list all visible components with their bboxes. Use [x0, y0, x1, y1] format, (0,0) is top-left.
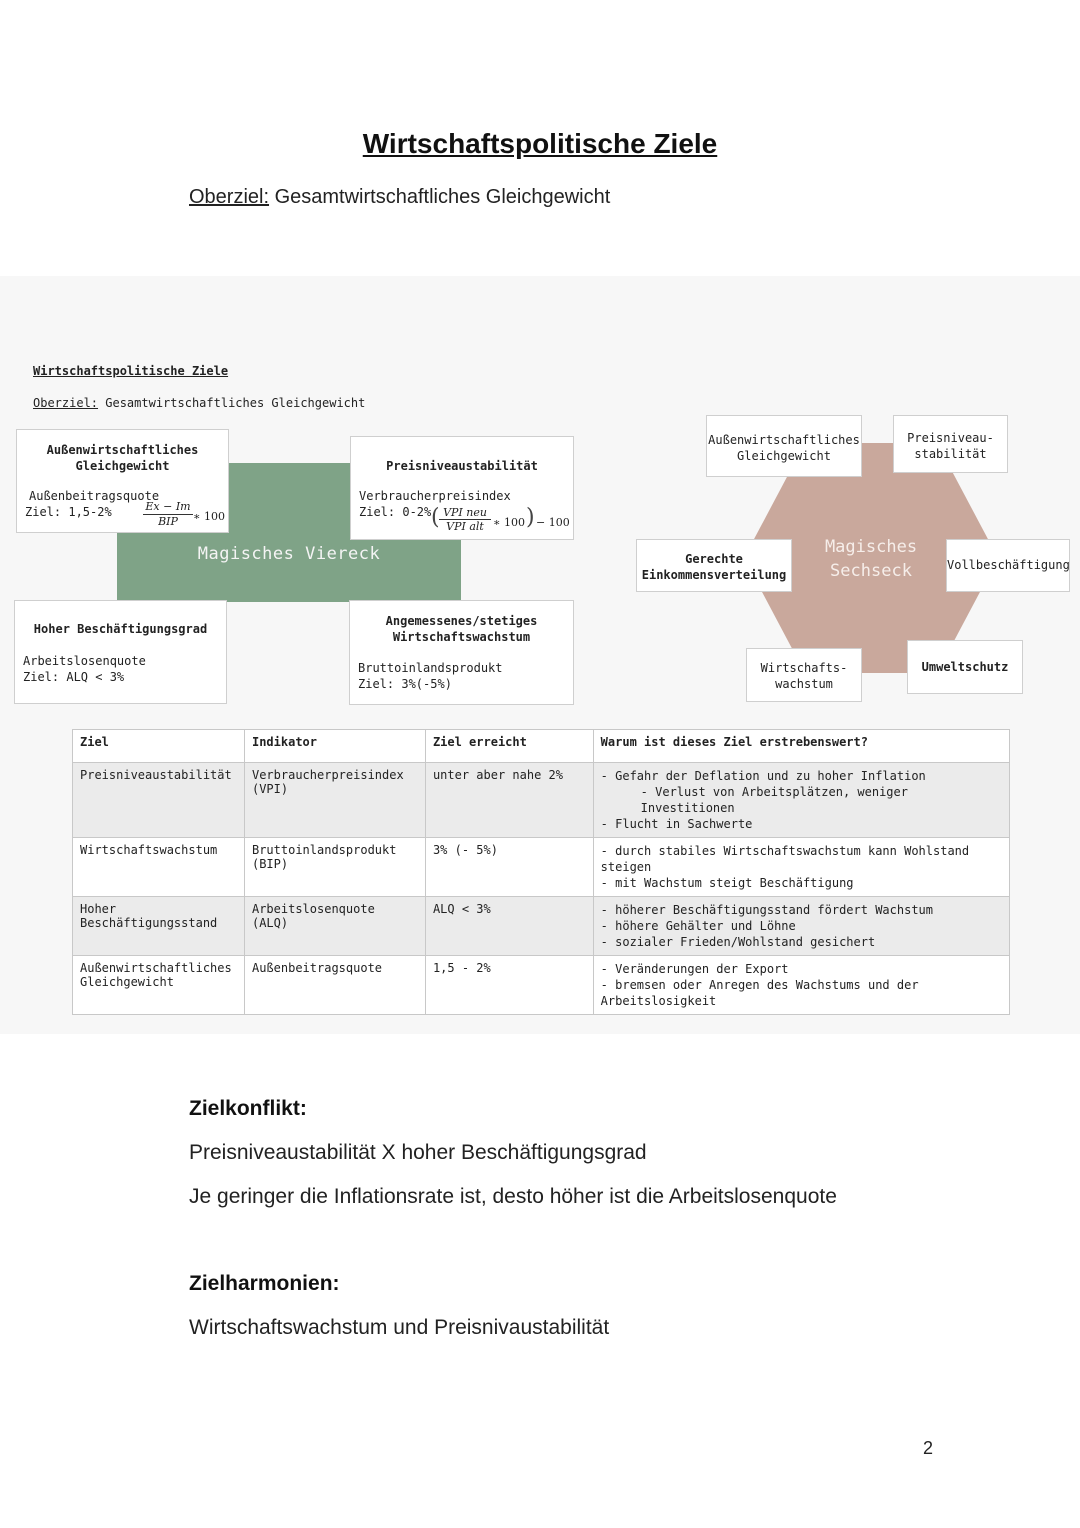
table-row [73, 956, 1010, 1015]
reason-item: - Flucht in Sachwerte [600, 817, 753, 831]
preis-formula-num: VPI neu [443, 506, 487, 519]
sechseck-umwelt: Umweltschutz [921, 660, 1009, 674]
sechseck-voll: Vollbeschäftigung [947, 558, 1070, 572]
zielkonflikt-line2: Je geringer die Inflationsrate ist, desto höher ist die Arbeitslosenquote [189, 1185, 837, 1208]
sechseck-preis-1: Preisniveau- [907, 431, 994, 445]
aussen-heading-2: Gleichgewicht [75, 459, 170, 473]
table-cell-erreicht: 1,5 - 2% [425, 956, 593, 1015]
sechseck-box-einkommen [636, 539, 792, 592]
figure-oberziel-text: Gesamtwirtschaftliches Gleichgewicht [98, 396, 366, 410]
viereck-label: Magisches Viereck [197, 544, 381, 564]
beschaeftigung-heading: Hoher Beschäftigungsgrad [33, 622, 208, 636]
sechseck-box-umwelt [907, 640, 1023, 694]
sechseck-einkommen-2: Einkommensverteilung [641, 568, 787, 582]
sechseck-box-wachstum [746, 648, 862, 702]
wachstum-indicator: Bruttoinlandsprodukt [358, 661, 503, 675]
sechseck-wachstum-2: wachstum [775, 677, 833, 691]
table-header-row [73, 730, 1010, 763]
table-cell-indikator: Bruttoinlandsprodukt (BIP) [244, 838, 425, 897]
viereck-box-aussen [16, 429, 229, 533]
preis-heading: Preisniveaustabilität [386, 459, 538, 473]
sechseck-label [800, 535, 942, 583]
sechseck-label-1: Magisches [824, 537, 918, 557]
preis-formula-end: − 100 [536, 516, 570, 529]
sechseck-aussen-1: Außenwirtschaftliches [708, 433, 860, 447]
zielharmonien-heading: Zielharmonien: [189, 1272, 340, 1295]
table-cell-indikator: Arbeitslosenquote (ALQ) [244, 897, 425, 956]
sechseck-preis-2: stabilität [914, 447, 987, 461]
table-cell-erreicht: unter aber nahe 2% [425, 763, 593, 838]
sechseck-wachstum-1: Wirtschafts- [760, 661, 848, 675]
table-cell-ziel: Hoher Beschäftigungsstand [73, 897, 245, 956]
table-cell-indikator: Außenbeitragsquote [244, 956, 425, 1015]
preis-paren-right: ) [526, 505, 535, 530]
table-header: Ziel erreicht [425, 730, 593, 763]
sechseck-box-preis [893, 415, 1008, 473]
preis-formula-den: VPI alt [439, 519, 491, 533]
figure-oberziel [33, 396, 365, 410]
oberziel-text: Gesamtwirtschaftliches Gleichgewicht [269, 186, 611, 208]
table-cell-ziel: Preisniveaustabilität [73, 763, 245, 838]
table-cell-erreicht: 3% (- 5%) [425, 838, 593, 897]
wachstum-heading-2: Wirtschaftswachstum [392, 630, 531, 644]
aussen-target: Ziel: 1,5-2% [25, 505, 112, 519]
reason-item: - mit Wachstum steigt Beschäftigung [600, 876, 854, 890]
viereck-box-preis [350, 436, 574, 540]
sechseck-box-aussen [706, 415, 862, 477]
zielkonflikt-line1: Preisniveaustabilität X hoher Beschäftigungsgrad [189, 1141, 647, 1164]
table-cell-reasons [593, 763, 1009, 838]
table-cell-erreicht: ALQ < 3% [425, 897, 593, 956]
sechseck-einkommen-1: Gerechte [685, 552, 743, 566]
zielharmonien-line1: Wirtschaftswachstum und Preisnivaustabilität [189, 1316, 610, 1339]
reason-item: - höhere Gehälter und Löhne [600, 919, 796, 933]
preis-target: Ziel: 0-2% [359, 505, 432, 519]
reason-item: - Veränderungen der Export [600, 962, 789, 976]
page-title: Wirtschaftspolitische Ziele [362, 128, 718, 159]
reason-item: - durch stabiles Wirtschaftswachstum kann Wohlstand steigen [600, 844, 970, 874]
table-cell-reasons [593, 956, 1009, 1015]
table-row [73, 897, 1010, 956]
reason-item: - bremsen oder Anregen des Wachstums und der Arbeitslosigkeit [600, 978, 919, 1008]
preis-paren-left: ( [431, 505, 440, 530]
ziele-table [72, 729, 1010, 1015]
wachstum-target: Ziel: 3%(-5%) [358, 677, 452, 691]
table-cell-ziel: Außenwirtschaftliches Gleichgewicht [73, 956, 245, 1015]
table-cell-indikator: Verbraucherpreisindex (VPI) [244, 763, 425, 838]
oberziel-label: Oberziel: [189, 186, 270, 208]
reason-item: - höherer Beschäftigungsstand fördert Wachstum [600, 903, 934, 917]
table-cell-reasons [593, 838, 1009, 897]
table-cell-ziel: Wirtschaftswachstum [73, 838, 245, 897]
figure-oberziel-label: Oberziel: [33, 396, 99, 410]
viereck-box-wachstum [349, 600, 574, 705]
sechseck-label-2: Sechseck [830, 561, 912, 581]
preis-formula-tail: ∗ 100 [493, 516, 525, 529]
sechseck-aussen-2: Gleichgewicht [737, 449, 831, 463]
preis-formula [439, 506, 491, 533]
aussen-heading-1: Außenwirtschaftliches [46, 443, 199, 457]
table-header: Ziel [73, 730, 245, 763]
figure-title: Wirtschaftspolitische Ziele [33, 364, 229, 378]
page-number: 2 [923, 1438, 934, 1458]
aussen-formula-num: Ex − Im [145, 500, 191, 513]
aussen-formula [143, 500, 193, 528]
aussen-formula-tail: ∗ 100 [193, 510, 225, 523]
preis-indicator: Verbraucherpreisindex [359, 489, 511, 503]
wachstum-heading-1: Angemessenes/stetiges [385, 614, 538, 628]
table-cell-reasons [593, 897, 1009, 956]
oberziel-line [189, 186, 610, 209]
table-row [73, 838, 1010, 897]
table-header: Indikator [244, 730, 425, 763]
zielkonflikt-heading: Zielkonflikt: [189, 1097, 307, 1120]
reason-item: - Verlust von Arbeitsplätzen, weniger Investitionen [640, 785, 908, 815]
aussen-formula-den: BIP [143, 514, 193, 528]
beschaeftigung-indicator: Arbeitslosenquote [23, 654, 146, 668]
aussen-indicator: Außenbeitragsquote [29, 489, 160, 503]
table-header: Warum ist dieses Ziel erstrebenswert? [593, 730, 1009, 763]
reason-item: - Gefahr der Deflation und zu hoher Inflation [600, 769, 926, 783]
reason-item: - sozialer Frieden/Wohlstand gesichert [600, 935, 876, 949]
table-row [73, 763, 1010, 838]
beschaeftigung-target: Ziel: ALQ < 3% [23, 670, 125, 684]
viereck-box-beschaeftigung [14, 600, 227, 704]
sechseck-box-voll [946, 539, 1070, 592]
